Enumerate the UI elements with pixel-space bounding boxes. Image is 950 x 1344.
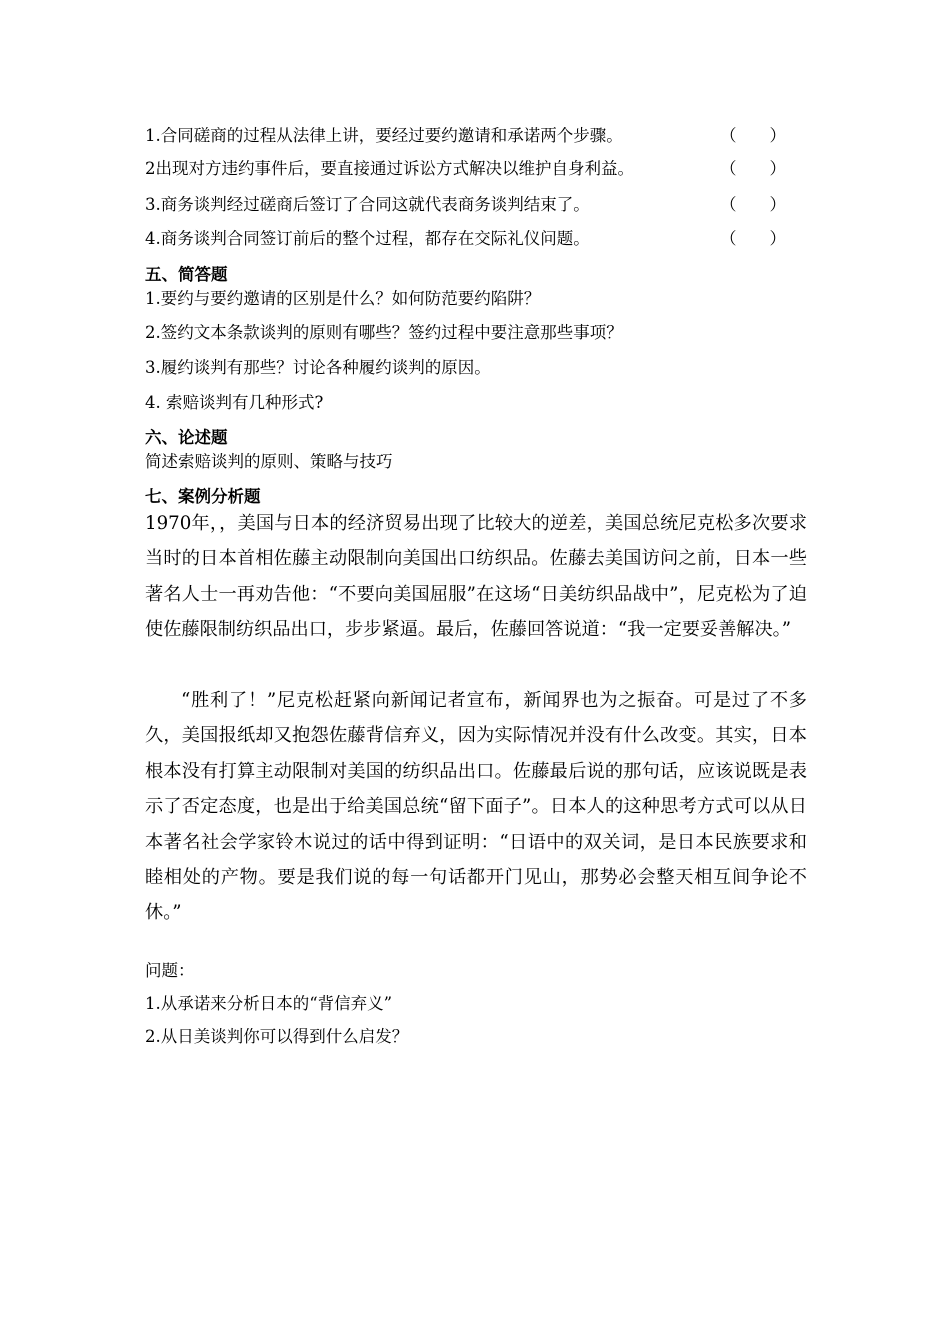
true-false-statement: 4.商务谈判合同签订前后的整个过程，都存在交际礼仪问题。 xyxy=(145,229,590,248)
answer-bracket: （ ） xyxy=(720,195,786,214)
short-answer-question: 1.要约与要约邀请的区别是什么？如何防范要约陷阱？ xyxy=(145,289,541,308)
questions-label: 问题： xyxy=(145,961,195,980)
case-paragraph: 1970年，，美国与日本的经济贸易出现了比较大的逆差，美国总统尼克松多次要求当时的日本首相佐藤主动限制向美国出口纺织品。佐藤去美国访问之前，日本一些著名人士一再劝告他：“不要向美国屈服”在这场“日美纺织品战中”，尼克松为了迫使佐藤限制纺织品出口，步步紧逼。最后，佐藤回答说道：“我一定要妥善解决。” xyxy=(145,513,807,641)
section-heading: 七、案例分析题 xyxy=(145,487,261,506)
case-paragraph: “胜利了！”尼克松赶紧向新闻记者宣布，新闻界也为之振奋。可是过了不多久，美国报纸却又抱怨佐藤背信弃义，因为实际情况并没有什么改变。其实，日本根本没有打算主动限制对美国的纺织品出口。佐藤最后说的那句话，应该说既是表示了否定态度，也是出于给美国总统“留下面子”。日本人的这种思考方式可以从日本著名社会学家铃木说过的话中得到证明：“日语中的双关词，是日本民族要求和睦相处的产物。要是我们说的每一句话都开门见山，那势必会整天相互间争论不休。” xyxy=(145,690,807,924)
short-answer-question: 4. 索赔谈判有几种形式? xyxy=(145,393,324,412)
true-false-statement: 2出现对方违约事件后，要直接通过诉讼方式解决以维护自身利益。 xyxy=(145,159,634,178)
answer-bracket: （ ） xyxy=(720,229,786,248)
essay-question: 简述索赔谈判的原则、策略与技巧 xyxy=(145,452,393,471)
case-question: 2.从日美谈判你可以得到什么启发？ xyxy=(145,1027,409,1046)
true-false-statement: 1.合同磋商的过程从法律上讲，要经过要约邀请和承诺两个步骤。 xyxy=(145,126,623,145)
short-answer-question: 2.签约文本条款谈判的原则有哪些？签约过程中要注意那些事项？ xyxy=(145,323,623,342)
true-false-statement: 3.商务谈判经过磋商后签订了合同这就代表商务谈判结束了。 xyxy=(145,195,590,214)
answer-bracket: （ ） xyxy=(720,159,786,178)
short-answer-question: 3.履约谈判有那些？讨论各种履约谈判的原因。 xyxy=(145,358,491,377)
case-question: 1.从承诺来分析日本的“背信弃义” xyxy=(145,994,393,1013)
section-heading: 六、论述题 xyxy=(145,428,228,447)
section-heading: 五、简答题 xyxy=(145,265,228,284)
answer-bracket: （ ） xyxy=(720,126,786,145)
